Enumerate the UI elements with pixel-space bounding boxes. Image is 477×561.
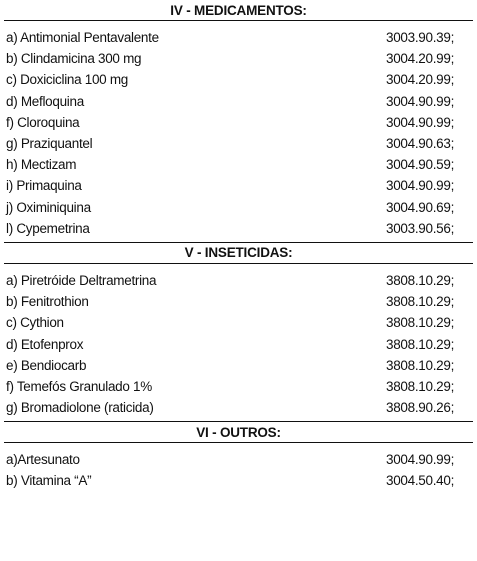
- item-name: f) Cloroquina: [6, 114, 80, 130]
- list-item: [0, 91, 477, 112]
- list-item: [0, 449, 477, 470]
- item-name: b) Fenitrothion: [6, 294, 89, 310]
- item-list: [0, 270, 477, 418]
- item-name: a) Piretróide Deltrametrina: [6, 272, 157, 288]
- item-name: j) Oximiniquina: [6, 199, 91, 215]
- item-name: a) Antimonial Pentavalente: [6, 30, 159, 46]
- list-item: [0, 218, 477, 239]
- item-code: 3004.20.99;: [386, 51, 455, 67]
- item-code: 3004.90.99;: [386, 178, 455, 194]
- list-item: [0, 270, 477, 291]
- item-code: 3808.10.29;: [386, 357, 455, 373]
- item-name: b) Clindamicina 300 mg: [6, 51, 142, 67]
- list-item: [0, 291, 477, 312]
- item-code: 3004.90.59;: [386, 157, 455, 173]
- item-code: 3004.50.40;: [386, 473, 455, 489]
- list-item: [0, 154, 477, 175]
- section-medicamentos: [0, 0, 477, 243]
- list-item: [0, 133, 477, 154]
- item-name: b) Vitamina “A”: [6, 473, 92, 489]
- list-item: [0, 48, 477, 69]
- item-code: 3004.90.99;: [386, 452, 455, 468]
- item-code: 3003.90.56;: [386, 220, 455, 236]
- item-list: [0, 27, 477, 239]
- item-name: e) Bendiocarb: [6, 357, 87, 373]
- item-name: h) Mectizam: [6, 157, 77, 173]
- section-title: V - INSETICIDAS:: [184, 245, 293, 261]
- item-name: c) Cythion: [6, 315, 64, 331]
- item-code: 3808.90.26;: [386, 400, 455, 416]
- item-name: f) Temefós Granulado 1%: [6, 378, 152, 394]
- item-list: [0, 449, 477, 491]
- section-title: IV - MEDICAMENTOS:: [170, 2, 307, 18]
- item-code: 3003.90.39;: [386, 30, 455, 46]
- list-item: [0, 333, 477, 354]
- item-code: 3004.90.99;: [386, 114, 455, 130]
- list-item: [0, 376, 477, 397]
- item-code: 3004.90.99;: [386, 93, 455, 109]
- item-code: 3004.90.63;: [386, 136, 455, 152]
- item-code: 3808.10.29;: [386, 272, 455, 288]
- item-name: d) Mefloquina: [6, 93, 84, 109]
- section-outros: [0, 422, 477, 491]
- item-name: i) Primaquina: [6, 178, 82, 194]
- section-inseticidas: [0, 243, 477, 422]
- item-name: a)Artesunato: [6, 452, 80, 468]
- item-name: d) Etofenprox: [6, 336, 84, 352]
- list-item: [0, 470, 477, 491]
- list-item: [0, 27, 477, 48]
- item-code: 3004.20.99;: [386, 72, 455, 88]
- item-name: g) Bromadiolone (raticida): [6, 400, 154, 416]
- list-item: [0, 69, 477, 90]
- section-title: VI - OUTROS:: [196, 424, 281, 440]
- item-name: l) Cypemetrina: [6, 220, 90, 236]
- list-item: [0, 175, 477, 196]
- list-item: [0, 312, 477, 333]
- item-code: 3808.10.29;: [386, 315, 455, 331]
- list-item: [0, 197, 477, 218]
- list-item: [0, 112, 477, 133]
- item-code: 3808.10.29;: [386, 378, 455, 394]
- item-code: 3808.10.29;: [386, 336, 455, 352]
- item-name: g) Praziquantel: [6, 136, 93, 152]
- list-item: [0, 355, 477, 376]
- item-name: c) Doxiciclina 100 mg: [6, 72, 128, 88]
- list-item: [0, 397, 477, 418]
- item-code: 3004.90.69;: [386, 199, 455, 215]
- item-code: 3808.10.29;: [386, 294, 455, 310]
